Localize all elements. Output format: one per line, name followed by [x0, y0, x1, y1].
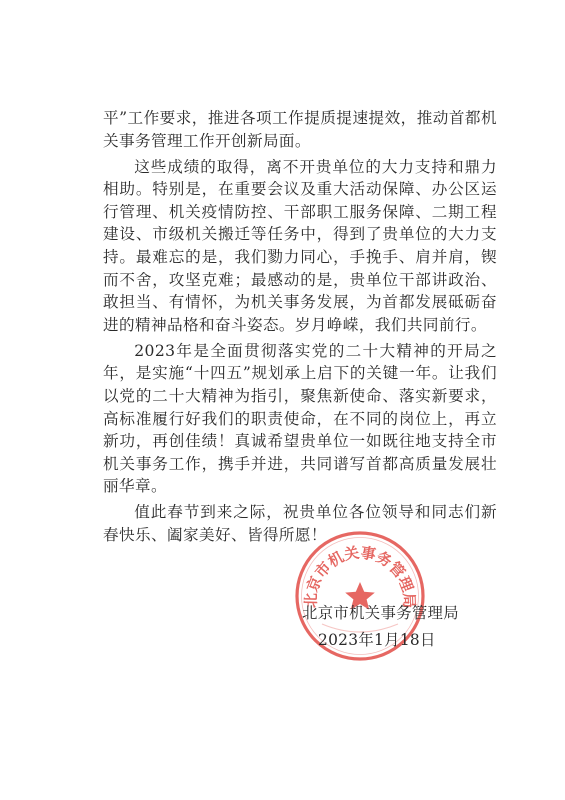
letter-body: [103, 107, 497, 550]
paragraph-continuation: 平”工作要求，推进各项工作提质提速提效，推动首都机关事务管理工作开创新局面。: [103, 109, 497, 150]
paragraph-2023-outlook: 2023年是全面贯彻落实党的二十大精神的开局之年，是实施“十四五”规划承上启下的关键一年。让我们以党的二十大精神为指引，聚焦新使命、落实新要求，高标准履行好我们的职责使命，在不同的岗位上，再立新功，再创佳绩！真诚希望贵单位一如既往地支持全市机关事务工作，携手并进，共同谱写首都高质量发展壮丽华章。: [103, 341, 497, 496]
issue-date: 2023年1月18日: [318, 631, 436, 649]
issuing-organization: 北京市机关事务管理局: [302, 604, 459, 622]
paragraph-achievements: 这些成绩的取得，离不开贵单位的大力支持和鼎力相助。特别是，在重要会议及重大活动保障、办公区运行管理、机关疫情防控、干部职工服务保障、二期工程建设、市级机关搬迁等任务中，得到了贵单位的大力支持。最难忘的是，我们勠力同心，手挽手、肩并肩，锲而不舍，攻坚克难；最感动的是，贵单位干部讲政治、敢担当、有情怀，为机关事务发展，为首都发展砥砺奋进的精神品格和奋斗姿态。岁月峥嵘，我们共同前行。: [103, 157, 497, 334]
seal-text: 北京市机关事务管理局: [301, 543, 419, 609]
signature-block: [300, 600, 500, 654]
paragraph-greeting: 值此春节到来之际，祝贵单位各位领导和同志们新春快乐、阖家美好、皆得所愿！: [103, 503, 497, 544]
